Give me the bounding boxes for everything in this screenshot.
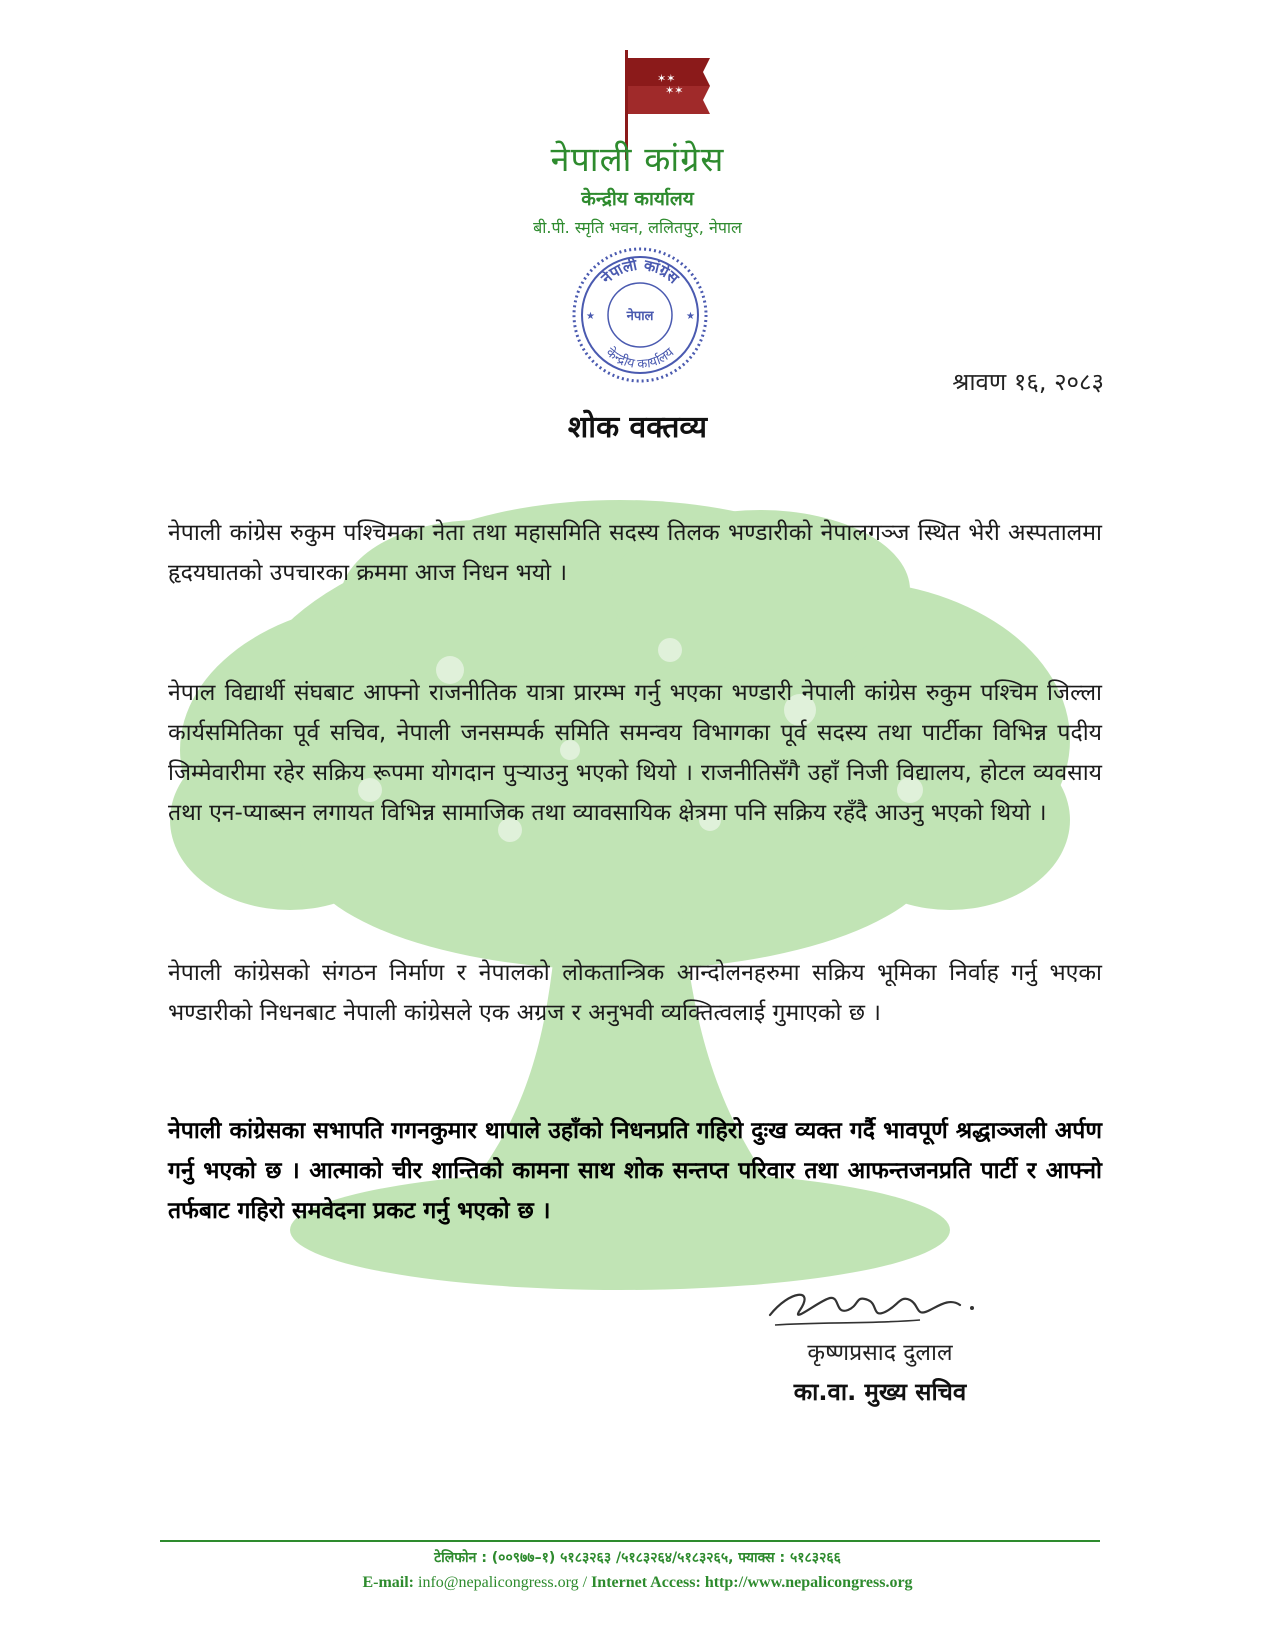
handwritten-signature (760, 1270, 990, 1340)
signatory-name: कृष्णप्रसाद दुलाल (807, 1340, 953, 1366)
letter-date: श्रावण १६, २०८३ (952, 368, 1104, 396)
email-link[interactable]: info@nepalicongress.org (418, 1574, 579, 1591)
svg-text:★: ★ (586, 311, 595, 322)
seal-bottom-text: केन्द्रीय कार्यालय (602, 345, 678, 373)
office-name: केन्द्रीय कार्यालय (581, 188, 694, 210)
office-address: बी.पी. स्मृति भवन, ललितपुर, नेपाल (533, 218, 742, 237)
official-seal (570, 245, 710, 385)
paragraph-1: नेपाली कांग्रेस रुकुम पश्चिमका नेता तथा महासमिति सदस्य तिलक भण्डारीको नेपालगञ्ज स्थित भेरी अस्पतालमा हृदयघातको उपचारका क्रममा आज निधन भयो । (168, 520, 1102, 586)
signatory-designation: का.वा. मुख्य सचिव (793, 1378, 967, 1406)
svg-text:केन्द्रीय कार्यालय (603, 344, 678, 372)
paragraph-2: नेपाल विद्यार्थी संघबाट आफ्नो राजनीतिक यात्रा प्रारम्भ गर्नु भएका भण्डारी नेपाली कांग्रेस रुकुम पश्चिम जिल्ला कार्यसमितिका पूर्व सचिव, नेपाली जनसम्पर्क समिति समन्वय विभागका पूर्व सदस्य तथा पार्टीका विभिन्न पदीय जिम्मेवारीमा रहेर सक्रिय रूपमा योगदान पुऱ्याउनु भएको थियो । राजनीतिसँगै उहाँ निजी विद्यालय, होटल व्यवसाय तथा एन-प्याब्सन लगायत विभिन्न सामाजिक तथा व्यावसायिक क्षेत्रमा पनि सक्रिय रहँदै आउनु भएको थियो । (168, 680, 1102, 826)
letter-title: शोक वक्तव्य (567, 410, 708, 445)
svg-text:★: ★ (686, 311, 695, 322)
paragraph-4-bold: नेपाली कांग्रेसका सभापति गगनकुमार थापाले उहाँको निधनप्रति गहिरो दुःख व्यक्त गर्दै भावपूर्ण श्रद्धाञ्जली अर्पण गर्नु भएको छ । आत्माको चीर शान्तिको कामना साथ शोक सन्तप्त परिवार तथा आफन्तजनप्रति पार्टी र आफ्नो तर्फबाट गहिरो समवेदना प्रकट गर्नु भएको छ । (168, 1118, 1102, 1224)
seal-center-text: नेपाल (626, 309, 654, 324)
party-name: नेपाली कांग्रेस (550, 140, 725, 180)
footer-phone: टेलिफोन : (००९७७–१) ५१८३२६३ /५१८३२६४/५१८३२६५, फ्याक्स : ५१८३२६६ (434, 1550, 841, 1566)
email-label: E-mail: (362, 1574, 414, 1591)
seal-top-text: नेपाली कांग्रेस (597, 255, 683, 288)
website-link[interactable]: http://www.nepalicongress.org (704, 1574, 913, 1591)
footer-contact (0, 1574, 1275, 1592)
svg-text:✶✶: ✶✶ (657, 72, 676, 85)
svg-text:✶✶: ✶✶ (665, 84, 684, 97)
footer-divider (160, 1540, 1100, 1542)
footer-separator: / (582, 1574, 588, 1591)
internet-label: Internet Access: (591, 1574, 701, 1591)
paragraph-3: नेपाली कांग्रेसको संगठन निर्माण र नेपालको लोकतान्त्रिक आन्दोलनहरुमा सक्रिय भूमिका निर्वाह गर्नु भएका भण्डारीको निधनबाट नेपाली कांग्रेसले एक अग्रज र अनुभवी व्यक्तित्वलाई गुमाएको छ । (168, 960, 1102, 1026)
